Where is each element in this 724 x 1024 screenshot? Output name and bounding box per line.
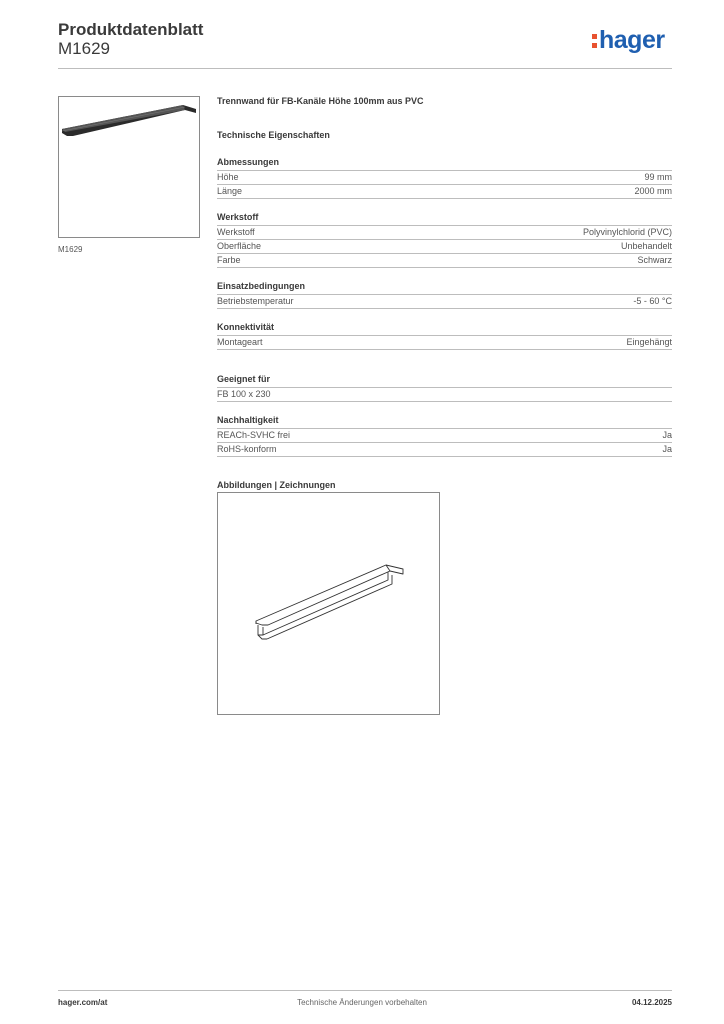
page-title: Produktdatenblatt (58, 20, 204, 39)
divider-rail-drawing-icon (218, 493, 439, 714)
section-title: Abmessungen (217, 157, 672, 171)
spec-value: Ja (662, 430, 672, 440)
technical-drawing (217, 492, 440, 715)
logo-dots-icon (592, 34, 597, 48)
thumbnail-caption: M1629 (58, 245, 83, 254)
section-geeignet-fuer (217, 374, 672, 402)
datasheet-content (217, 96, 672, 493)
section-nachhaltigkeit (217, 415, 672, 457)
spec-label: REACh-SVHC frei (217, 430, 291, 440)
section-einsatzbedingungen (217, 281, 672, 309)
section-abmessungen (217, 157, 672, 199)
section-title: Einsatzbedingungen (217, 281, 672, 295)
spec-value: Schwarz (637, 255, 672, 265)
spec-row (217, 185, 672, 199)
logo-text: hager (599, 26, 665, 54)
spec-row (217, 388, 672, 402)
spec-row (217, 295, 672, 309)
spec-row (217, 254, 672, 268)
images-heading: Abbildungen | Zeichnungen (217, 480, 336, 490)
section-title: Nachhaltigkeit (217, 415, 672, 429)
spec-row (217, 226, 672, 240)
spec-label: Oberfläche (217, 241, 262, 251)
spec-value: 2000 mm (634, 186, 672, 196)
section-title: Werkstoff (217, 212, 672, 226)
header-divider (58, 68, 672, 69)
footer-website-link[interactable]: hager.com/at (58, 998, 108, 1007)
footer-date: 04.12.2025 (631, 998, 672, 1007)
section-title: Konnektivität (217, 322, 672, 336)
spec-row (217, 336, 672, 350)
spec-label: Montageart (217, 337, 263, 347)
hager-logo (592, 26, 665, 55)
spec-label: RoHS-konform (217, 444, 277, 454)
spec-value: 99 mm (644, 172, 672, 182)
section-werkstoff (217, 212, 672, 268)
footer-notice: Technische Änderungen vorbehalten (297, 998, 427, 1007)
spec-row (217, 443, 672, 457)
section-title: Geeignet für (217, 374, 672, 388)
spec-value: Unbehandelt (620, 241, 672, 251)
product-code: M1629 (58, 39, 110, 58)
tech-heading: Technische Eigenschaften (217, 130, 330, 140)
spec-value: -5 - 60 °C (633, 296, 672, 306)
spec-label: Werkstoff (217, 227, 255, 237)
spec-label: Farbe (217, 255, 241, 265)
product-thumbnail (58, 96, 200, 238)
spec-row (217, 240, 672, 254)
spec-value: Ja (662, 444, 672, 454)
section-konnektivitaet (217, 322, 672, 350)
spec-label: Länge (217, 186, 243, 196)
divider-rail-photo-icon (59, 97, 199, 237)
spec-label: Höhe (217, 172, 239, 182)
spec-label: Betriebstemperatur (217, 296, 294, 306)
spec-label: FB 100 x 230 (217, 389, 271, 399)
spec-row (217, 171, 672, 185)
product-title: Trennwand für FB-Kanäle Höhe 100mm aus PVC (217, 96, 424, 106)
spec-value: Polyvinylchlorid (PVC) (582, 227, 672, 237)
spec-row (217, 429, 672, 443)
footer-divider (58, 990, 672, 991)
spec-value: Eingehängt (626, 337, 672, 347)
